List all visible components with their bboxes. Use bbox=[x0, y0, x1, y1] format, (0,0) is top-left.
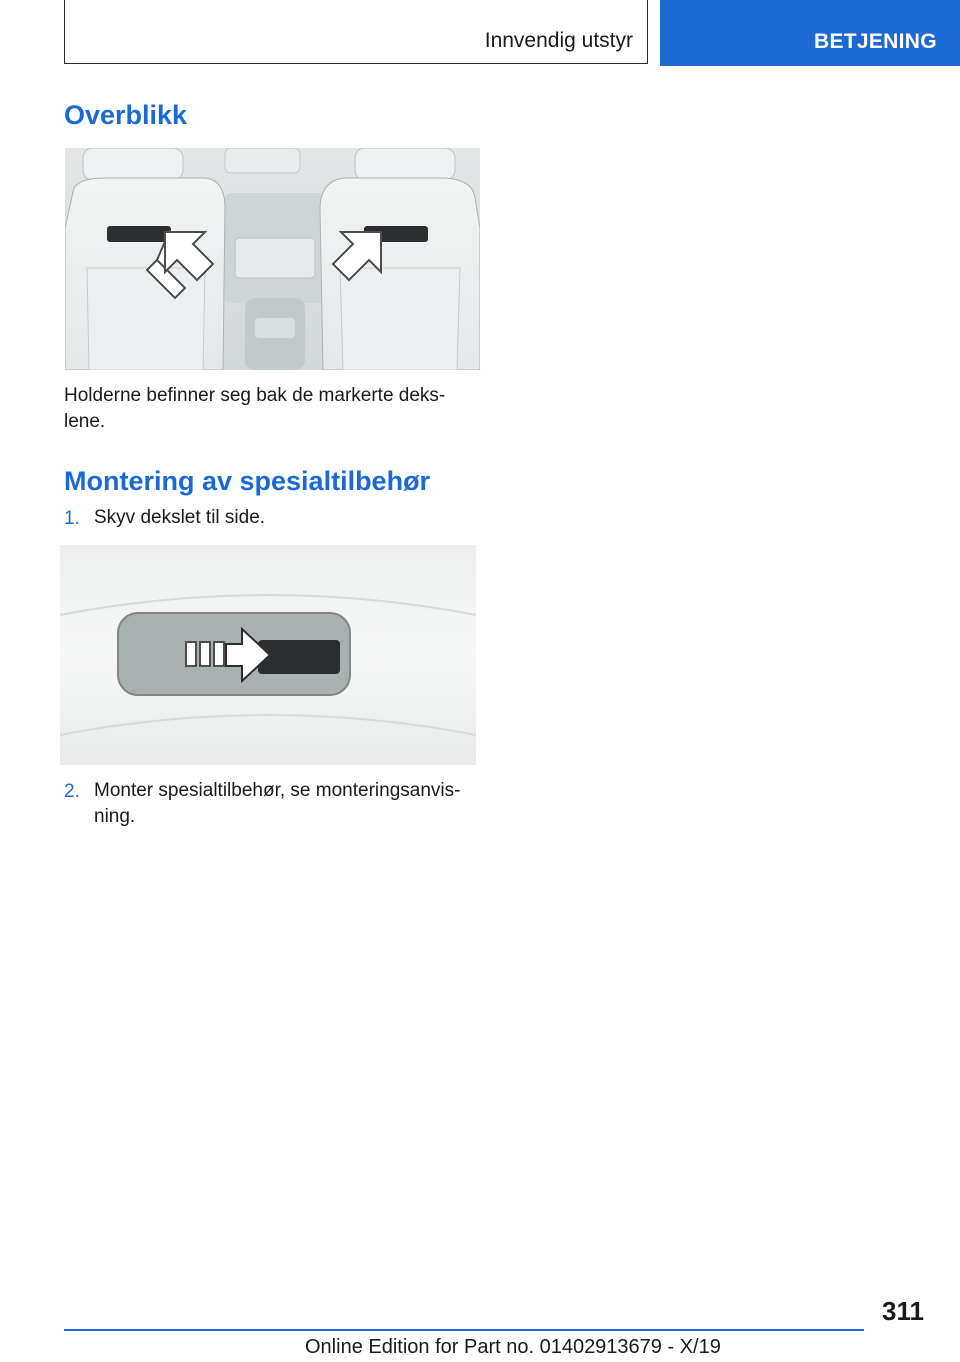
footer-divider bbox=[64, 1329, 864, 1331]
section-title: Innvendig utstyr bbox=[484, 29, 633, 52]
step-1-text: Skyv dekslet til side. bbox=[94, 507, 266, 528]
page-number: 311 bbox=[882, 1296, 924, 1326]
seat-backs-illustration bbox=[65, 148, 480, 370]
step-1-number: 1. bbox=[64, 508, 80, 529]
chapter-tab[interactable]: BETJENING bbox=[660, 0, 960, 66]
cover-slide-illustration bbox=[60, 545, 476, 765]
step-2-text-line2: ning. bbox=[94, 806, 136, 827]
step-2-text-line1: Monter spesialtilbehør, se monteringsanvis- bbox=[94, 780, 461, 801]
header-section-box bbox=[64, 0, 648, 64]
overview-heading: Overblikk bbox=[64, 100, 188, 130]
overview-caption-line2: lene. bbox=[64, 411, 106, 432]
mounting-heading: Montering av spesialtilbehør bbox=[64, 466, 431, 496]
footer-edition: Online Edition for Part no. 01402913679 - X/19 bbox=[305, 1336, 721, 1358]
overview-caption bbox=[64, 383, 445, 435]
step-2-text bbox=[94, 778, 460, 830]
overview-caption-line1: Holderne befinner seg bak de markerte deks- bbox=[64, 385, 446, 406]
step-2-number: 2. bbox=[64, 781, 80, 802]
